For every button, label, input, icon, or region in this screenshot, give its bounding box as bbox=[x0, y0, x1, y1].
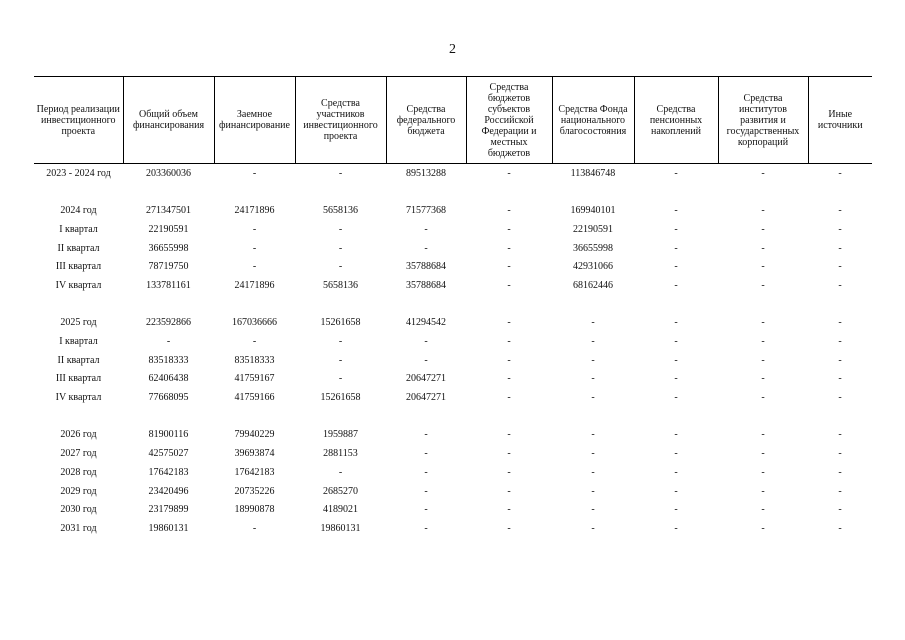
value-cell bbox=[466, 295, 552, 314]
value-cell: - bbox=[338, 354, 343, 366]
value-cell: - bbox=[591, 429, 595, 441]
spacer-row bbox=[34, 407, 872, 426]
period-cell bbox=[34, 407, 123, 426]
value-cell bbox=[214, 183, 295, 202]
value-cell: - bbox=[507, 429, 511, 441]
value-cell: 22190591 bbox=[573, 223, 613, 235]
period-cell: IV квартал bbox=[55, 392, 102, 404]
value-cell: - bbox=[507, 504, 511, 516]
value-cell: - bbox=[674, 504, 678, 516]
table-row bbox=[34, 239, 872, 258]
value-cell: 271347501 bbox=[146, 205, 191, 217]
table-row bbox=[34, 257, 872, 276]
value-cell bbox=[808, 183, 872, 202]
value-cell: - bbox=[674, 485, 678, 497]
value-cell: - bbox=[674, 223, 678, 235]
value-cell: 42931066 bbox=[573, 261, 613, 273]
value-cell: - bbox=[761, 167, 765, 179]
header-other: Иные источники bbox=[808, 77, 872, 164]
table-row bbox=[34, 388, 872, 407]
value-cell: - bbox=[674, 261, 678, 273]
table-body bbox=[34, 164, 872, 538]
page-number: 2 bbox=[449, 42, 456, 57]
value-cell bbox=[718, 183, 808, 202]
table-row bbox=[34, 500, 872, 519]
value-cell: - bbox=[838, 279, 842, 291]
value-cell: - bbox=[507, 261, 511, 273]
value-cell: 5658136 bbox=[323, 279, 358, 291]
value-cell: 20735226 bbox=[234, 485, 275, 497]
period-cell: 2031 год bbox=[60, 522, 97, 534]
value-cell: 23420496 bbox=[148, 485, 189, 497]
value-cell: 2685270 bbox=[323, 485, 358, 497]
value-cell: 71577368 bbox=[406, 205, 446, 217]
table-row bbox=[34, 426, 872, 445]
value-cell: 17642183 bbox=[234, 466, 275, 478]
value-cell: - bbox=[507, 167, 511, 179]
value-cell: 24171896 bbox=[234, 205, 275, 217]
value-cell bbox=[123, 407, 214, 426]
value-cell: - bbox=[424, 429, 428, 441]
value-cell: - bbox=[838, 261, 842, 273]
period-cell: II квартал bbox=[57, 354, 100, 366]
value-cell: - bbox=[591, 336, 595, 348]
value-cell: 41759167 bbox=[234, 373, 275, 385]
value-cell: - bbox=[507, 522, 511, 534]
value-cell: 77668095 bbox=[148, 392, 189, 404]
value-cell: - bbox=[838, 429, 842, 441]
value-cell: - bbox=[338, 261, 343, 273]
header-pension: Средства пенсионных накоплений bbox=[634, 77, 718, 164]
value-cell bbox=[386, 295, 466, 314]
value-cell: 83518333 bbox=[234, 354, 275, 366]
value-cell: - bbox=[424, 354, 428, 366]
value-cell: 5658136 bbox=[323, 205, 358, 217]
table-row bbox=[34, 444, 872, 463]
value-cell: - bbox=[838, 522, 842, 534]
value-cell: - bbox=[338, 242, 343, 254]
value-cell: - bbox=[424, 466, 428, 478]
value-cell: - bbox=[507, 392, 511, 404]
value-cell: - bbox=[507, 279, 511, 291]
value-cell: 42575027 bbox=[148, 448, 189, 460]
value-cell: - bbox=[761, 317, 765, 329]
header-regional: Средства бюджетов субъектов Российской Федерации и местных бюджетов bbox=[466, 77, 552, 164]
value-cell: - bbox=[838, 466, 842, 478]
period-cell: 2030 год bbox=[60, 504, 97, 516]
value-cell bbox=[123, 295, 214, 314]
value-cell: - bbox=[507, 373, 511, 385]
value-cell: 2881153 bbox=[323, 448, 358, 460]
value-cell: - bbox=[674, 336, 678, 348]
value-cell: 169940101 bbox=[570, 205, 616, 217]
value-cell: - bbox=[591, 317, 595, 329]
value-cell: - bbox=[761, 261, 765, 273]
value-cell: - bbox=[424, 485, 428, 497]
value-cell: 36655998 bbox=[573, 242, 613, 254]
value-cell: 81900116 bbox=[148, 429, 189, 441]
value-cell: - bbox=[761, 448, 765, 460]
value-cell: - bbox=[761, 466, 765, 478]
value-cell bbox=[634, 407, 718, 426]
table-row bbox=[34, 370, 872, 389]
value-cell: - bbox=[591, 466, 595, 478]
value-cell: 79940229 bbox=[234, 429, 275, 441]
value-cell: - bbox=[761, 223, 765, 235]
value-cell: - bbox=[252, 167, 257, 179]
value-cell: - bbox=[838, 485, 842, 497]
value-cell: - bbox=[838, 373, 842, 385]
value-cell: - bbox=[761, 279, 765, 291]
value-cell: 22190591 bbox=[148, 223, 189, 235]
value-cell: - bbox=[591, 373, 595, 385]
period-cell: IV квартал bbox=[55, 279, 102, 291]
value-cell: - bbox=[424, 242, 428, 254]
value-cell: - bbox=[338, 336, 343, 348]
value-cell bbox=[214, 295, 295, 314]
financing-table bbox=[34, 76, 872, 538]
value-cell bbox=[386, 183, 466, 202]
period-cell: I квартал bbox=[59, 336, 98, 348]
value-cell bbox=[552, 407, 634, 426]
value-cell bbox=[718, 407, 808, 426]
value-cell: - bbox=[338, 466, 343, 478]
table-row bbox=[34, 519, 872, 538]
value-cell: - bbox=[252, 522, 257, 534]
value-cell: - bbox=[838, 354, 842, 366]
value-cell bbox=[634, 183, 718, 202]
value-cell: - bbox=[838, 167, 842, 179]
value-cell: - bbox=[507, 354, 511, 366]
table-row bbox=[34, 201, 872, 220]
value-cell: - bbox=[674, 522, 678, 534]
period-cell: II квартал bbox=[57, 242, 100, 254]
value-cell: - bbox=[761, 242, 765, 254]
value-cell: - bbox=[761, 485, 765, 497]
value-cell: - bbox=[591, 392, 595, 404]
spacer-row bbox=[34, 295, 872, 314]
value-cell bbox=[808, 407, 872, 426]
value-cell: - bbox=[838, 504, 842, 516]
header-participants: Средства участников инвестиционного проекта bbox=[295, 77, 386, 164]
value-cell: 15261658 bbox=[320, 392, 361, 404]
value-cell bbox=[295, 407, 386, 426]
value-cell: - bbox=[761, 354, 765, 366]
value-cell: - bbox=[424, 504, 428, 516]
period-cell: 2026 год bbox=[60, 429, 97, 441]
value-cell: - bbox=[761, 392, 765, 404]
value-cell: - bbox=[507, 448, 511, 460]
value-cell: - bbox=[338, 223, 343, 235]
value-cell: - bbox=[674, 242, 678, 254]
value-cell bbox=[123, 183, 214, 202]
value-cell: - bbox=[591, 504, 595, 516]
period-cell: 2024 год bbox=[60, 205, 97, 217]
header-nwf: Средства Фонда национального благосостояния bbox=[552, 77, 634, 164]
header-development-institutions: Средства институтов развития и государственных корпораций bbox=[718, 77, 808, 164]
value-cell: 68162446 bbox=[573, 279, 613, 291]
header-total: Общий объем финансирования bbox=[123, 77, 214, 164]
table-row bbox=[34, 164, 872, 183]
value-cell: - bbox=[507, 466, 511, 478]
value-cell: - bbox=[838, 317, 842, 329]
value-cell: - bbox=[424, 336, 428, 348]
value-cell: - bbox=[761, 336, 765, 348]
value-cell: 17642183 bbox=[148, 466, 189, 478]
value-cell: 36655998 bbox=[148, 242, 189, 254]
value-cell: - bbox=[761, 373, 765, 385]
value-cell: - bbox=[838, 205, 842, 217]
value-cell: 133781161 bbox=[146, 279, 191, 291]
header-federal: Средства федерального бюджета bbox=[386, 77, 466, 164]
value-cell: - bbox=[166, 336, 171, 348]
table-row bbox=[34, 314, 872, 333]
value-cell: - bbox=[674, 373, 678, 385]
value-cell: - bbox=[252, 336, 257, 348]
header-period: Период реализации инвестиционного проекта bbox=[34, 77, 123, 164]
value-cell: 167036666 bbox=[232, 317, 277, 329]
value-cell: - bbox=[674, 205, 678, 217]
value-cell: - bbox=[591, 448, 595, 460]
period-cell: I квартал bbox=[59, 223, 98, 235]
value-cell: 113846748 bbox=[570, 167, 616, 179]
value-cell: - bbox=[674, 466, 678, 478]
value-cell: 4189021 bbox=[323, 504, 358, 516]
period-cell: 2028 год bbox=[60, 466, 97, 478]
value-cell: - bbox=[252, 223, 257, 235]
value-cell: - bbox=[838, 448, 842, 460]
value-cell: 24171896 bbox=[234, 279, 275, 291]
value-cell: - bbox=[507, 242, 511, 254]
period-cell bbox=[34, 183, 123, 202]
value-cell: 83518333 bbox=[148, 354, 189, 366]
period-cell: III квартал bbox=[55, 261, 102, 273]
value-cell bbox=[634, 295, 718, 314]
period-cell: 2029 год bbox=[60, 485, 97, 497]
value-cell: - bbox=[838, 223, 842, 235]
value-cell: - bbox=[674, 317, 678, 329]
value-cell: - bbox=[761, 429, 765, 441]
value-cell: 15261658 bbox=[320, 317, 361, 329]
value-cell: 78719750 bbox=[148, 261, 189, 273]
value-cell: 41294542 bbox=[406, 317, 446, 329]
value-cell: 19860131 bbox=[320, 522, 361, 534]
value-cell: - bbox=[591, 522, 595, 534]
value-cell bbox=[295, 183, 386, 202]
value-cell: - bbox=[424, 522, 428, 534]
value-cell: 62406438 bbox=[148, 373, 189, 385]
spacer-row bbox=[34, 183, 872, 202]
value-cell bbox=[466, 183, 552, 202]
table-row bbox=[34, 276, 872, 295]
value-cell: - bbox=[507, 485, 511, 497]
value-cell: - bbox=[838, 242, 842, 254]
table-row bbox=[34, 220, 872, 239]
value-cell: 223592866 bbox=[146, 317, 191, 329]
value-cell bbox=[214, 407, 295, 426]
value-cell: - bbox=[424, 223, 428, 235]
value-cell: - bbox=[838, 392, 842, 404]
value-cell: - bbox=[507, 205, 511, 217]
value-cell bbox=[552, 295, 634, 314]
value-cell: 20647271 bbox=[406, 392, 446, 404]
value-cell: - bbox=[507, 336, 511, 348]
value-cell bbox=[718, 295, 808, 314]
value-cell: - bbox=[252, 242, 257, 254]
value-cell: - bbox=[761, 504, 765, 516]
value-cell: 20647271 bbox=[406, 373, 446, 385]
value-cell: - bbox=[674, 392, 678, 404]
value-cell bbox=[295, 295, 386, 314]
period-cell: 2025 год bbox=[60, 317, 97, 329]
value-cell: - bbox=[591, 485, 595, 497]
value-cell bbox=[386, 407, 466, 426]
value-cell: 41759166 bbox=[234, 392, 275, 404]
value-cell: 89513288 bbox=[406, 167, 446, 179]
value-cell: - bbox=[507, 317, 511, 329]
value-cell: 1959887 bbox=[323, 429, 358, 441]
value-cell: - bbox=[338, 373, 343, 385]
period-cell: 2027 год bbox=[60, 448, 97, 460]
header-borrowed: Заемное финансирование bbox=[214, 77, 295, 164]
value-cell: - bbox=[674, 167, 678, 179]
value-cell bbox=[808, 295, 872, 314]
value-cell: - bbox=[761, 205, 765, 217]
value-cell: 19860131 bbox=[148, 522, 189, 534]
period-cell: III квартал bbox=[55, 373, 102, 385]
table-row bbox=[34, 351, 872, 370]
value-cell: - bbox=[674, 279, 678, 291]
table-header-row bbox=[34, 77, 872, 164]
value-cell: - bbox=[424, 448, 428, 460]
table-row bbox=[34, 482, 872, 501]
value-cell: - bbox=[507, 223, 511, 235]
value-cell: - bbox=[674, 354, 678, 366]
value-cell bbox=[552, 183, 634, 202]
value-cell: - bbox=[591, 354, 595, 366]
table-row bbox=[34, 463, 872, 482]
value-cell: 39693874 bbox=[234, 448, 275, 460]
value-cell: - bbox=[674, 448, 678, 460]
value-cell: 35788684 bbox=[406, 261, 446, 273]
value-cell: - bbox=[761, 522, 765, 534]
table-row bbox=[34, 332, 872, 351]
value-cell bbox=[466, 407, 552, 426]
value-cell: - bbox=[252, 261, 257, 273]
value-cell: 35788684 bbox=[406, 279, 446, 291]
value-cell: - bbox=[674, 429, 678, 441]
value-cell: - bbox=[838, 336, 842, 348]
value-cell: - bbox=[338, 167, 343, 179]
period-cell bbox=[34, 295, 123, 314]
value-cell: 23179899 bbox=[148, 504, 189, 516]
period-cell: 2023 - 2024 год bbox=[46, 167, 111, 179]
value-cell: 203360036 bbox=[146, 167, 191, 179]
value-cell: 18990878 bbox=[234, 504, 275, 516]
